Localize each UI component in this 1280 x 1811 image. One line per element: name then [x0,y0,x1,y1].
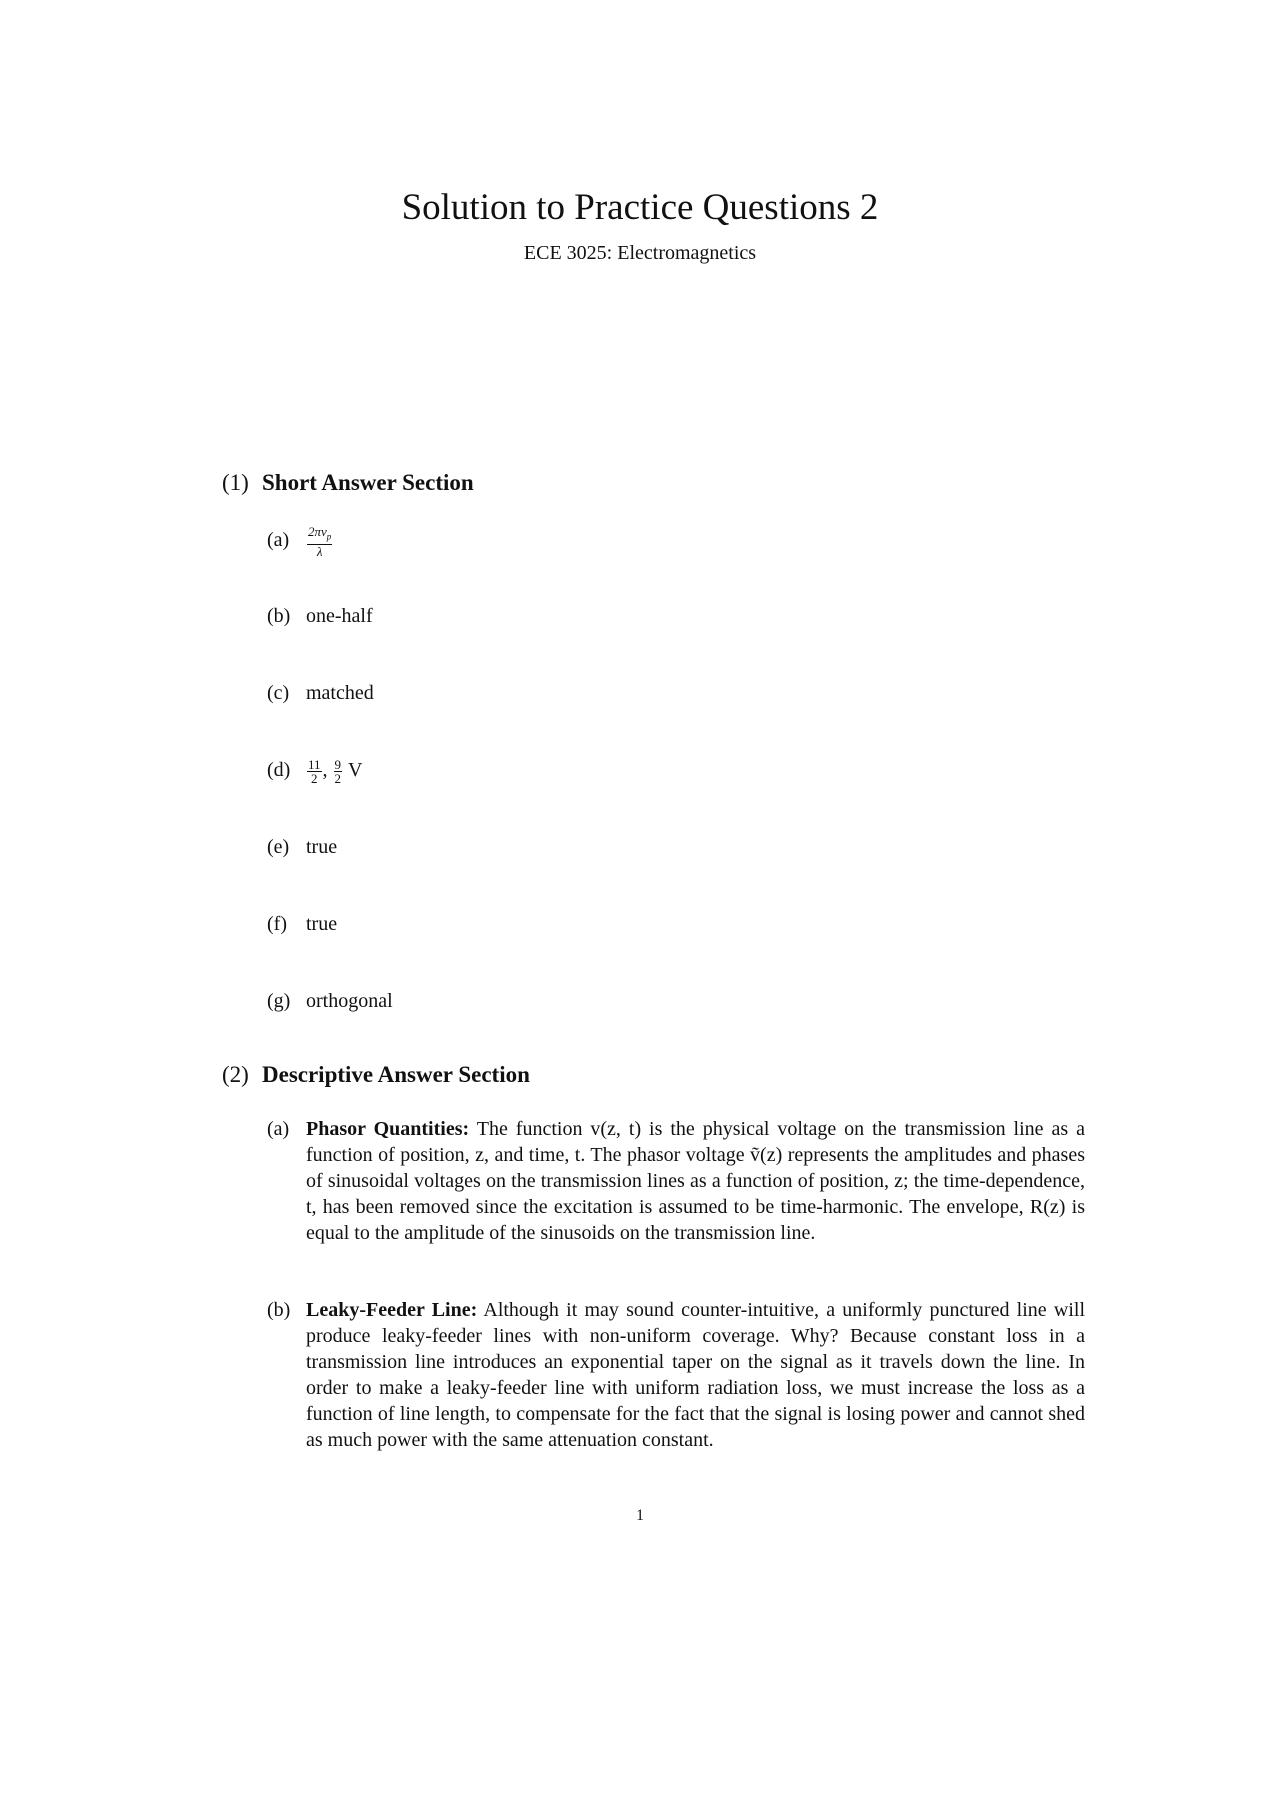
section-2-heading [222,1062,530,1088]
item-letter: (f) [267,913,287,935]
descriptive-answer-item [267,1297,1085,1453]
item-letter: (b) [267,605,291,627]
item-letter: (a) [267,528,290,551]
fraction-numerator: $2\pi v_p$ [307,525,332,545]
item-answer: true [306,913,338,935]
answer-fraction: $\frac{11}{2}$ [308,756,321,786]
short-answer-item [267,680,374,706]
item-answer: one-half [306,605,373,627]
item-body [306,1297,1085,1453]
section-1-heading [222,470,474,496]
descriptive-answer-item [267,1116,1085,1246]
item-letter: (a) [267,1118,290,1140]
short-answer-item [267,988,393,1014]
section-2-number: (2) [222,1062,249,1087]
answer-fraction: $\frac{9}{2}$ [334,756,342,786]
item-text: The function v(z, t) is the physical voltage on the transmission line as a function of position, z, and time, t. The phasor voltage ṽ(z) represents the amplitudes and phases of sinusoidal voltages on the transmission lines as a function of position, z; the time-dependence, t, has been removed since the excitation is assumed to be time-harmonic. The envelope, R(z) is equal to the amplitude of the sinusoids on the transmission line. [306,1118,1085,1244]
answer-fraction [307,525,332,558]
item-body [306,1116,1085,1246]
section-1-label: Short Answer Section [262,470,474,495]
item-letter: (g) [267,990,291,1012]
answer-unit: V [348,759,363,781]
short-answer-item: (d) $\frac{11}{2}$ , $\frac{9}{2}$ V [267,756,363,786]
item-letter: (e) [267,836,290,858]
section-2-label: Descriptive Answer Section [262,1062,530,1087]
document-title: Solution to Practice Questions 2 [401,187,879,228]
item-text: Although it may sound counter-intuitive, a uniformly punctured line will produce leaky-feeder lines with non-uniform coverage. Why? Because constant loss in a transmission line introduces an exponential taper on the signal as it travels down the line. In order to make a leaky-feeder line with uniform radiation loss, we must increase the loss as a function of line length, to compensate for the fact that the signal is losing power and cannot shed as much power with the same attenuation constant. [306,1299,1085,1451]
item-heading: Phasor Quantities: [306,1118,470,1140]
item-answer: orthogonal [306,990,393,1012]
page-number: 1 [636,1507,644,1524]
short-answer-item [267,911,337,937]
item-answer: matched [306,682,374,704]
item-letter: (b) [267,1299,291,1321]
item-heading: Leaky-Feeder Line: [306,1299,478,1321]
item-letter: (c) [267,682,290,704]
fraction-denominator: λ [316,543,323,559]
document-subtitle: ECE 3025: Electromagnetics [523,242,757,264]
short-answer-item [267,525,333,558]
short-answer-item [267,603,373,629]
short-answer-item [267,834,337,860]
item-letter: (d) [267,759,291,781]
section-1-number: (1) [222,470,249,495]
item-answer: true [306,836,338,858]
